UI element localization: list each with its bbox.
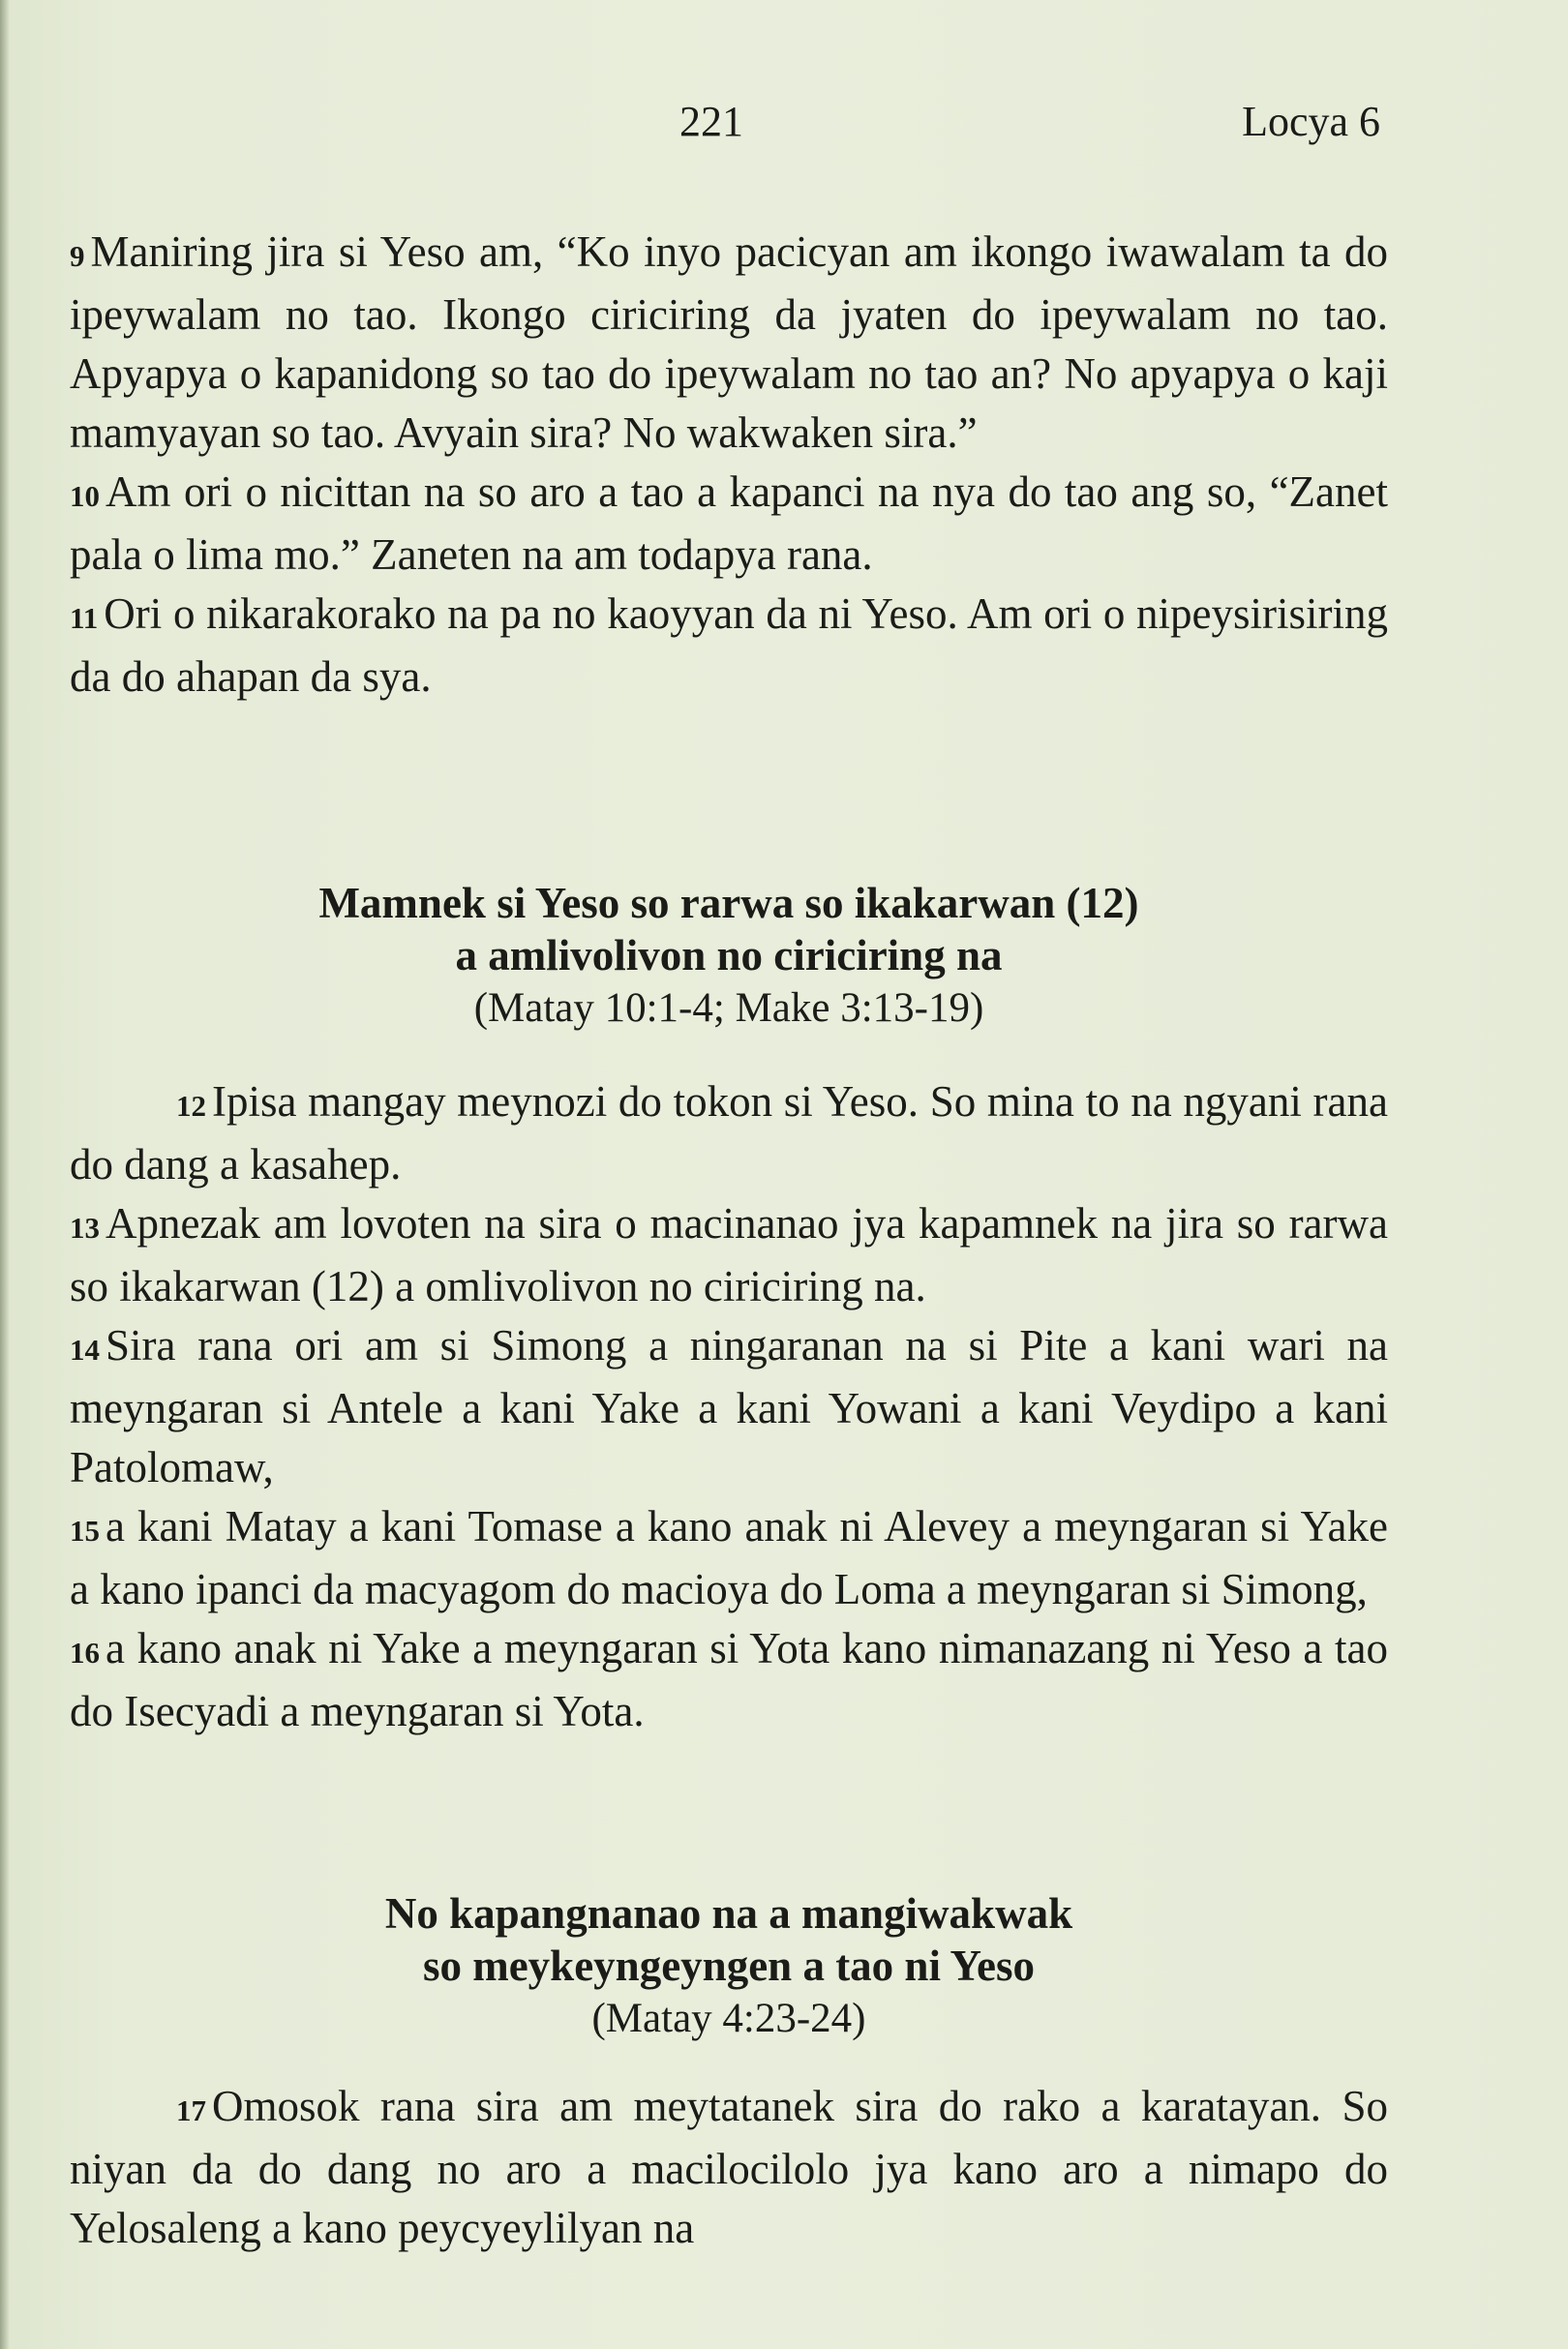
verse-9 xyxy=(70,223,1388,463)
verse-13 xyxy=(70,1194,1388,1316)
verse-number: 16 xyxy=(70,1636,100,1670)
verse-number: 14 xyxy=(70,1333,100,1367)
verse-number: 17 xyxy=(176,2093,206,2127)
verse-text: Apnezak am lovoten na sira o macinanao jya kapamnek na jira so rarwa so ikakarwan (12) a omlivolivon no ciriciring na. xyxy=(70,1199,1388,1310)
section-reference: (Matay 10:1-4; Make 3:13-19) xyxy=(473,985,984,1031)
verse-text: Omosok rana sira am meytatanek sira do rako a karatayan. So niyan da do dang no aro a macilocilolo jya kano aro a nimapo do Yelosaleng a kano peycyeylilyan na xyxy=(70,2082,1388,2252)
section-title-line: Mamnek si Yeso so rarwa so ikakarwan (12) xyxy=(318,879,1139,927)
verse-text: Sira rana ori am si Simong a ningaranan na si Pite a kani wari na meyngaran si Antele a kani Yake a kani Yowani a kani Veydipo a kani Patolomaw, xyxy=(70,1321,1388,1491)
verse-text: Am ori o nicittan na so aro a tao a kapanci na nya do tao ang so, “Zanet pala o lima mo.” Zaneten na am todapya rana. xyxy=(70,467,1388,579)
section-title-line: No kapangnanao na a mangiwakwak xyxy=(384,1889,1073,1938)
verse-10 xyxy=(70,463,1388,585)
page-gutter-shadow xyxy=(0,0,10,2349)
section-reference: (Matay 4:23-24) xyxy=(591,1996,866,2041)
verse-text: a kano anak ni Yake a meyngaran si Yota kano nimanazang ni Yeso a tao do Isecyadi a meyngaran si Yota. xyxy=(70,1624,1388,1735)
running-head: Locya 6 xyxy=(1242,98,1380,145)
verses-block-1 xyxy=(70,223,1388,707)
verse-text: Ipisa mangay meynozi do tokon si Yeso. So mina to na ngyani rana do dang a kasahep. xyxy=(70,1077,1388,1189)
verse-number: 12 xyxy=(176,1089,206,1123)
verse-text: a kani Matay a kani Tomase a kano anak ni Alevey a meyngaran si Yake a kano ipanci da macyagom do macioya do Loma a meyngaran si Simong, xyxy=(70,1502,1388,1613)
verse-17 xyxy=(70,2077,1388,2258)
page-number: 221 xyxy=(679,98,743,145)
section-title-line: a amlivolivon no ciriciring na xyxy=(455,931,1003,979)
verses-block-3 xyxy=(70,2077,1388,2258)
page-header xyxy=(0,97,1568,165)
verses-block-2 xyxy=(70,1072,1388,1741)
verse-text: Ori o nikarakorako na pa no kaoyyan da ni Yeso. Am ori o nipeysirisiring da do ahapan da sya. xyxy=(70,589,1388,701)
verse-number: 11 xyxy=(70,601,99,635)
section-heading-2 xyxy=(70,1887,1388,2046)
verse-number: 9 xyxy=(70,239,85,273)
verse-number: 15 xyxy=(70,1514,100,1548)
verse-11 xyxy=(70,585,1388,707)
verse-text: Maniring jira si Yeso am, “Ko inyo pacicyan am ikongo iwawalam ta do ipeywalam no tao. Ikongo ciriciring da jyaten do ipeywalam no tao. Apyapya o kapanidong so tao do ipeywalam no tao an? No apyapya o kaji mamyayan so tao. Avyain sira? No wakwaken sira.” xyxy=(70,227,1388,457)
verse-number: 13 xyxy=(70,1211,100,1245)
verse-number: 10 xyxy=(70,479,100,513)
section-title-line: so meykeyngeyngen a tao ni Yeso xyxy=(422,1942,1036,1990)
verse-15 xyxy=(70,1497,1388,1619)
verse-16 xyxy=(70,1619,1388,1741)
verse-12 xyxy=(70,1072,1388,1194)
section-heading-1 xyxy=(70,877,1388,1036)
verse-14 xyxy=(70,1316,1388,1497)
